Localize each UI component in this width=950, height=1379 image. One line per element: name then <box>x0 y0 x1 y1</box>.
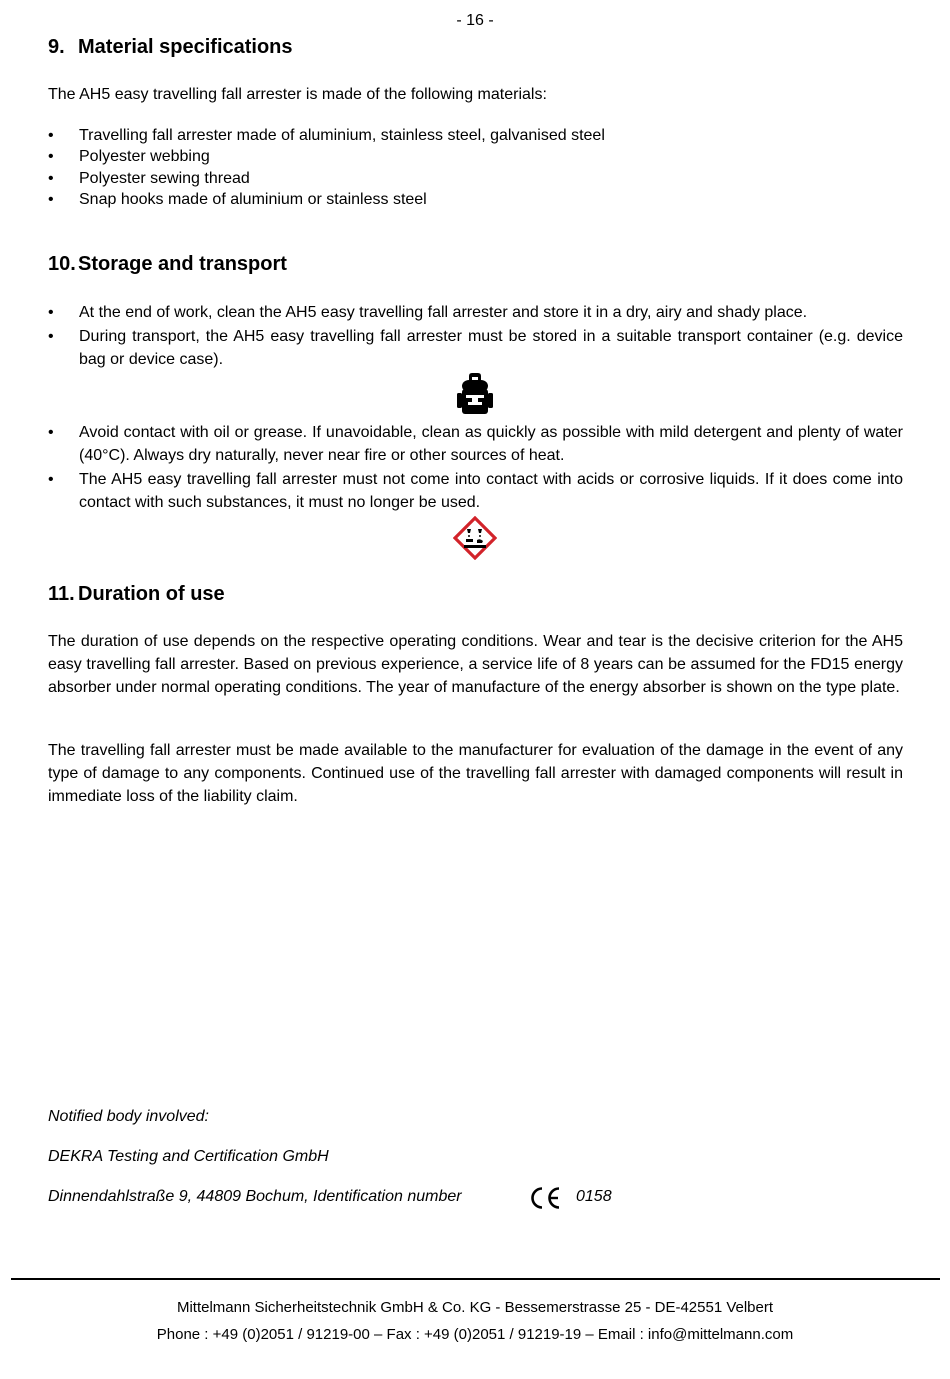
bullet: • <box>48 170 54 187</box>
section-9-intro: The AH5 easy travelling fall arrester is made of the following materials: <box>48 86 547 103</box>
notified-body-address: Dinnendahlstraße 9, 44809 Bochum, Identification number <box>48 1188 462 1205</box>
bullet: • <box>48 148 54 165</box>
notified-body-id: 0158 <box>576 1188 612 1205</box>
backpack-icon <box>456 373 494 415</box>
list-item-text: During transport, the AH5 easy travelling fall arrester must be stored in a suitable transport container (e.g. device bag or device case). <box>79 328 903 368</box>
page-number: - 16 - <box>456 12 494 29</box>
list-item-text: Travelling fall arrester made of aluminium, stainless steel, galvanised steel <box>79 127 605 144</box>
bullet: • <box>48 328 54 345</box>
list-item-text: Avoid contact with oil or grease. If unavoidable, clean as quickly as possible with mild detergent and plenty of water (40°C). Always dry naturally, never near fire or other sources of heat. <box>79 424 903 464</box>
section-11-paragraph-1: The duration of use depends on the respective operating conditions. Wear and tear is the decisive criterion for the AH5 easy travelling fall arrester. Based on previous experience, a service life of 8 years can be assumed for the FD15 energy absorber under normal operating conditions. The year of manufacture of the energy absorber is shown on the type plate. <box>48 633 903 696</box>
notified-body-name: DEKRA Testing and Certification GmbH <box>48 1148 329 1165</box>
footer-company: Mittelmann Sicherheitstechnik GmbH & Co. KG - Bessemerstrasse 25 - DE-42551 Velbert <box>176 1299 774 1316</box>
list-item-text: Polyester sewing thread <box>79 170 250 187</box>
list-item-text: At the end of work, clean the AH5 easy travelling fall arrester and store it in a dry, airy and shady place. <box>79 304 808 321</box>
section-number: 10. <box>48 253 76 275</box>
list-item-text: Polyester webbing <box>79 148 210 165</box>
section-9-heading <box>48 36 293 59</box>
ce-mark-icon <box>530 1186 562 1210</box>
notified-body-label: Notified body involved: <box>48 1108 209 1125</box>
bullet: • <box>48 304 54 321</box>
bullet: • <box>48 424 54 441</box>
section-11-heading <box>48 583 225 606</box>
section-number: 9. <box>48 36 65 58</box>
section-title: Storage and transport <box>78 253 287 275</box>
section-title: Duration of use <box>78 583 225 605</box>
section-10-heading <box>48 253 287 276</box>
footer-contact: Phone : +49 (0)2051 / 91219-00 – Fax : +49 (0)2051 / 91219-19 – Email : info@mittelmann.com <box>156 1326 794 1343</box>
bullet: • <box>48 127 54 144</box>
section-number: 11. <box>48 583 75 605</box>
list-item-text: Snap hooks made of aluminium or stainless steel <box>79 191 427 208</box>
section-11-paragraph-2: The travelling fall arrester must be made available to the manufacturer for evaluation of the damage in the event of any type of damage to any components. Continued use of the travelling fall arrester with damaged components will result in immediate loss of the liability claim. <box>48 742 903 805</box>
bullet: • <box>48 471 54 488</box>
corrosive-hazard-icon <box>453 516 497 560</box>
bullet: • <box>48 191 54 208</box>
list-item-text: The AH5 easy travelling fall arrester must not come into contact with acids or corrosive liquids. If it does come into contact with such substances, it must no longer be used. <box>79 471 903 511</box>
section-title: Material specifications <box>78 36 293 58</box>
footer-divider <box>11 1278 940 1280</box>
